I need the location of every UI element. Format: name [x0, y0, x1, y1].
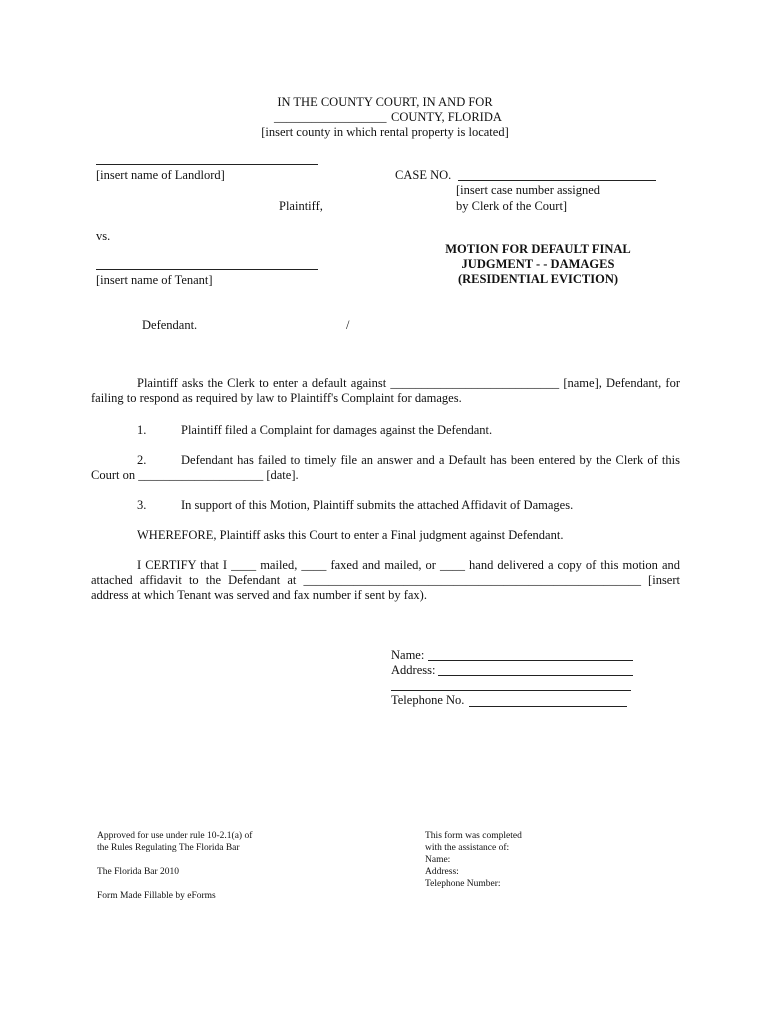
- eforms-note: Form Made Fillable by eForms: [97, 891, 216, 901]
- intro-paragraph-cont: failing to respond as required by law to Plaintiff's Complaint for damages.: [91, 391, 462, 405]
- county-blank: __________________: [274, 110, 387, 124]
- assistance-note: This form was completed: [425, 831, 522, 841]
- court-heading: IN THE COUNTY COURT, IN AND FOR: [277, 95, 493, 109]
- certify-paragraph-cont: attached affidavit to the Defendant at ______________________________________________________ [insert: [91, 573, 680, 587]
- signature-telephone-label: Telephone No.: [391, 693, 465, 707]
- signature-name-label: Name:: [391, 648, 425, 662]
- item-1-text: Plaintiff filed a Complaint for damages against the Defendant.: [181, 423, 493, 437]
- landlord-name-label: [insert name of Landlord]: [96, 168, 225, 182]
- case-no-label: CASE NO.: [395, 168, 452, 182]
- case-no-line[interactable]: [458, 180, 656, 181]
- versus-label: vs.: [96, 229, 111, 243]
- approval-note-2: the Rules Regulating The Florida Bar: [97, 843, 240, 853]
- signature-telephone-line[interactable]: [469, 706, 627, 707]
- motion-title: MOTION FOR DEFAULT FINAL: [445, 242, 631, 256]
- tenant-name-label: [insert name of Tenant]: [96, 273, 213, 287]
- item-1-number: 1.: [137, 423, 147, 437]
- item-2-text-cont: Court on ____________________ [date].: [91, 468, 299, 482]
- case-no-hint-2: by Clerk of the Court]: [456, 199, 568, 213]
- item-3-number: 3.: [137, 498, 147, 512]
- tenant-name-line[interactable]: [96, 269, 318, 270]
- assistance-telephone-label: Telephone Number:: [425, 879, 501, 889]
- county-hint: [insert county in which rental property is located]: [261, 125, 509, 139]
- certify-paragraph-end: address at which Tenant was served and fax number if sent by fax).: [91, 588, 427, 602]
- item-2-text: Defendant has failed to timely file an answer and a Default has been entered by the Clerk of this: [181, 453, 680, 467]
- item-3-text: In support of this Motion, Plaintiff submits the attached Affidavit of Damages.: [181, 498, 574, 512]
- approval-note: Approved for use under rule 10-2.1(a) of: [97, 831, 253, 841]
- certify-paragraph: I CERTIFY that I ____ mailed, ____ faxed and mailed, or ____ hand delivered a copy of this motion and: [137, 558, 680, 572]
- assistance-note-2: with the assistance of:: [425, 843, 510, 853]
- landlord-name-line[interactable]: [96, 164, 318, 165]
- caption-slash: /: [346, 318, 350, 332]
- signature-name-line[interactable]: [428, 660, 633, 661]
- florida-bar-note: The Florida Bar 2010: [97, 867, 180, 877]
- assistance-address-label: Address:: [425, 867, 459, 877]
- assistance-name-label: Name:: [425, 855, 451, 865]
- signature-address-label: Address:: [391, 663, 436, 677]
- wherefore-paragraph: WHEREFORE, Plaintiff asks this Court to enter a Final judgment against Defendant.: [137, 528, 564, 542]
- signature-address-line[interactable]: [438, 675, 633, 676]
- county-label: COUNTY, FLORIDA: [391, 110, 502, 124]
- case-no-hint: [insert case number assigned: [456, 183, 601, 197]
- signature-address-line-2[interactable]: [391, 690, 631, 691]
- motion-title-3: (RESIDENTIAL EVICTION): [457, 272, 619, 286]
- defendant-label: Defendant.: [142, 318, 198, 332]
- intro-paragraph: Plaintiff asks the Clerk to enter a default against ___________________________ [name], Defendant, for: [137, 376, 680, 390]
- plaintiff-label: Plaintiff,: [279, 199, 323, 213]
- motion-title-2: JUDGMENT - - DAMAGES: [461, 257, 615, 271]
- item-2-number: 2.: [137, 453, 147, 467]
